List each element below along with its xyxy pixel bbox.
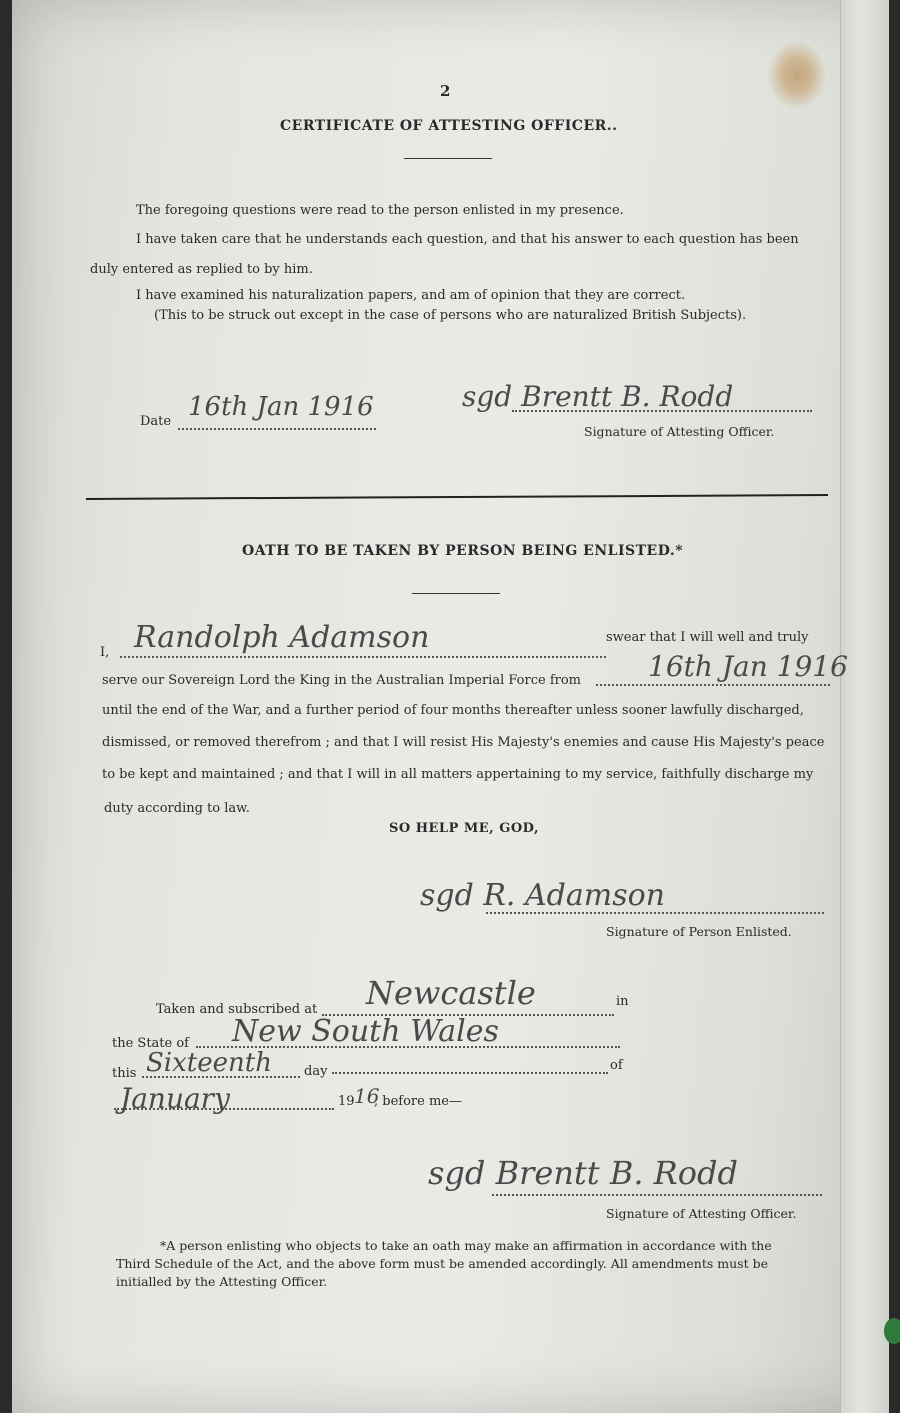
heading-underline (404, 158, 492, 159)
certificate-para-2a: I have taken care that he understands each question, and that his answer to each question has been (136, 232, 799, 247)
oath-line-6: duty according to law. (104, 801, 250, 816)
page-number: 2 (440, 82, 451, 100)
day-tail-dotted-line (332, 1072, 608, 1074)
of-label: of (610, 1058, 623, 1073)
date-dotted-line (178, 428, 376, 430)
certificate-heading: CERTIFICATE OF ATTESTING OFFICER.. (280, 118, 618, 134)
document-page (12, 0, 888, 1413)
day-label: day (304, 1064, 328, 1079)
oath-heading: OATH TO BE TAKEN BY PERSON BEING ENLISTED.* (242, 543, 684, 559)
paper-stain (767, 40, 827, 110)
month-handwritten: January (120, 1082, 230, 1115)
oath-line-4: dismissed, or removed therefrom ; and that I will resist His Majesty's enemies and cause His Majesty's peace (102, 735, 825, 750)
oath-closing: SO HELP ME, GOD, (389, 821, 539, 836)
cert-signature-label: Signature of Attesting Officer. (584, 424, 775, 439)
taken-label: Taken and subscribed at (156, 1002, 318, 1017)
day-handwritten: Sixteenth (146, 1048, 272, 1078)
state-label: the State of (112, 1036, 189, 1051)
before-me-label: , before me— (374, 1094, 462, 1109)
enlisted-signature-handwritten: sgd R. Adamson (420, 878, 665, 913)
footnote-line-2: Third Schedule of the Act, and the above form must be amended accordingly. All amendments must be (116, 1256, 768, 1271)
footnote-line-3: initialled by the Attesting Officer. (116, 1274, 328, 1289)
footnote-line-1: *A person enlisting who objects to take an oath may make an affirmation in accordance with the (160, 1238, 772, 1253)
oath-line-5: to be kept and maintained ; and that I will in all matters appertaining to my service, faithfully discharge my (102, 767, 814, 782)
date-handwritten: 16th Jan 1916 (188, 392, 374, 422)
oath-line-2: serve our Sovereign Lord the King in the Australian Imperial Force from (102, 673, 582, 688)
officer-signature-label: Signature of Attesting Officer. (606, 1206, 797, 1221)
this-label: this (112, 1066, 137, 1081)
enlisted-signature-label: Signature of Person Enlisted. (606, 924, 792, 939)
from-date-dotted-line (596, 684, 830, 686)
year-prefix: 19 (338, 1094, 355, 1109)
oath-i-label: I, (100, 645, 110, 660)
binding-strip (840, 0, 889, 1413)
cert-signature-handwritten: sgd Brentt B. Rodd (462, 380, 734, 413)
certificate-para-4: (This to be struck out except in the case of persons who are naturalized British Subjects). (154, 308, 747, 323)
place-handwritten: Newcastle (366, 974, 536, 1012)
section-divider (86, 494, 828, 500)
officer-signature-dotted-line (492, 1194, 822, 1196)
oath-swear-text: swear that I will well and truly (606, 630, 809, 645)
state-handwritten: New South Wales (232, 1014, 499, 1049)
certificate-para-2b: duly entered as replied to by him. (90, 262, 313, 277)
from-date-handwritten: 16th Jan 1916 (648, 650, 848, 683)
year-handwritten: 16 (354, 1084, 380, 1108)
officer-signature-handwritten: sgd Brentt B. Rodd (428, 1154, 738, 1192)
name-dotted-line (120, 656, 606, 658)
in-label: in (616, 994, 629, 1009)
certificate-para-1: The foregoing questions were read to the person enlisted in my presence. (136, 203, 624, 218)
oath-heading-underline (412, 593, 500, 594)
name-handwritten: Randolph Adamson (134, 620, 430, 655)
certificate-para-3: I have examined his naturalization papers, and am of opinion that they are correct. (136, 288, 686, 303)
date-label: Date (140, 414, 172, 429)
green-mark (884, 1318, 900, 1344)
oath-line-3: until the end of the War, and a further period of four months thereafter unless sooner lawfully discharged, (102, 703, 804, 718)
